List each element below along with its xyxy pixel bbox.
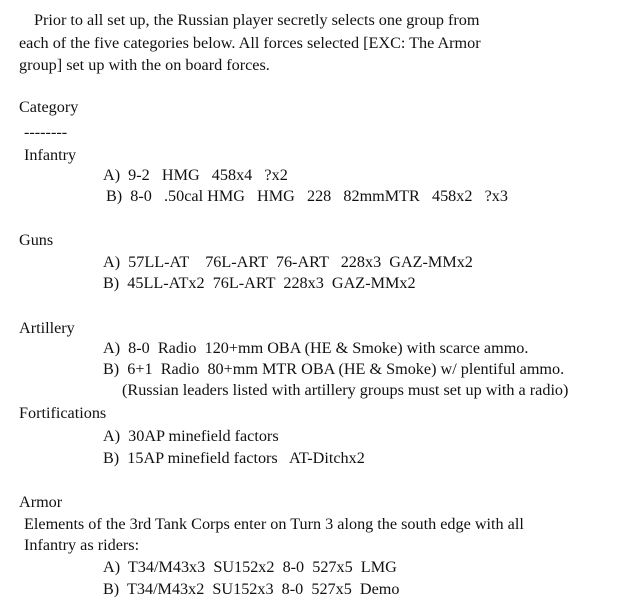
option-b: B) 15AP minefield factors AT-Ditchx2 [103,449,365,467]
category-divider: -------- [24,123,68,141]
option-b: B) 8-0 .50cal HMG HMG 228 82mmMTR 458x2 ?x3 [106,187,508,205]
category-title: Guns [19,231,54,249]
category-header: Category [19,98,79,116]
option-a: A) T34/M43x3 SU152x2 8-0 527x5 LMG [103,558,397,576]
intro-line: Prior to all set up, the Russian player secretly selects one group from [34,11,480,29]
option-b: B) 45LL-ATx2 76L-ART 228x3 GAZ-MMx2 [103,274,416,292]
armor-description: Infantry as riders: [24,536,140,554]
option-a: A) 8-0 Radio 120+mm OBA (HE & Smoke) with scarce ammo. [103,339,529,357]
intro-line: group] set up with the on board forces. [19,56,270,74]
armor-description: Elements of the 3rd Tank Corps enter on Turn 3 along the south edge with all [24,515,524,533]
option-b: B) T34/M43x2 SU152x3 8-0 527x5 Demo [103,580,400,598]
category-title: Fortifications [19,404,107,422]
option-a: A) 30AP minefield factors [103,427,279,445]
category-title: Artillery [19,319,75,337]
option-a: A) 9-2 HMG 458x4 ?x2 [103,166,288,184]
category-title: Infantry [24,146,77,164]
intro-line: each of the five categories below. All forces selected [EXC: The Armor [19,34,481,52]
option-a: A) 57LL-AT 76L-ART 76-ART 228x3 GAZ-MMx2 [103,253,473,271]
option-b: B) 6+1 Radio 80+mm MTR OBA (HE & Smoke) w/ plentiful ammo. [103,360,565,378]
category-title: Armor [19,493,63,511]
artillery-note: (Russian leaders listed with artillery groups must set up with a radio) [122,381,569,399]
